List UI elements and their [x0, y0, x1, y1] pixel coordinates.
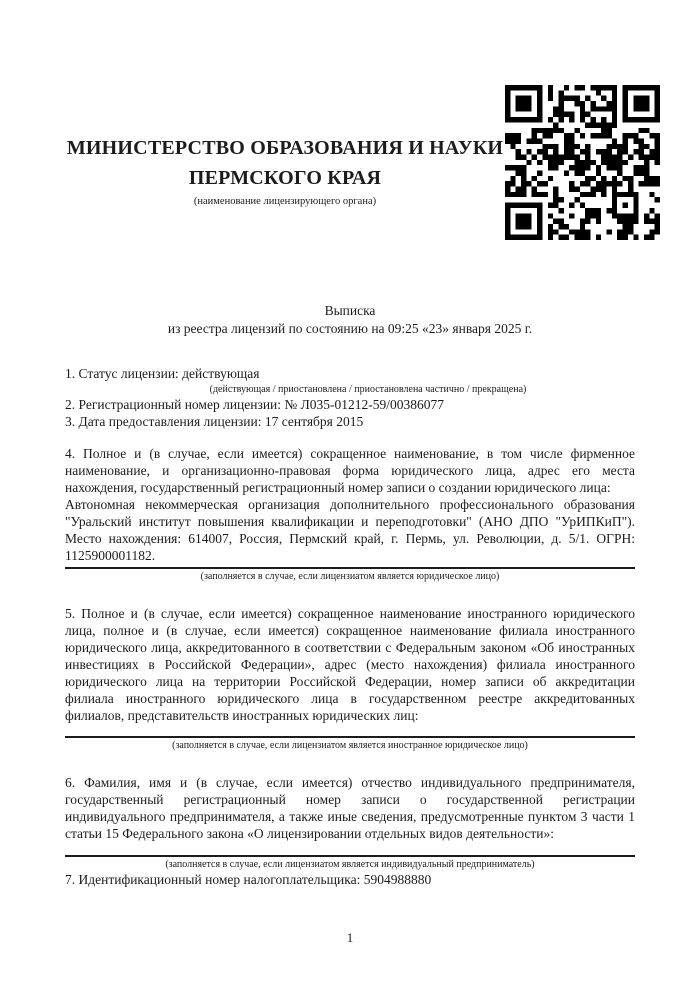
document-heading	[0, 302, 700, 338]
item-5-label: 5. Полное и (в случае, если имеется) сокращенное наименование иностранного юридического лица, полное и (в случае, если имеется) сокращенное наименование филиала иностранного юридического лица, аккредитованного в соответствии с Федеральным законом «Об иностранных инвестициях в Российской Федерации», адрес (место нахождения) филиала иностранного юридического лица на территории Российской Федерации, номер записи об аккредитации филиала иностранного юридического лица в государственном реестре аккредитованных филиалов, представительств иностранных юридических лиц:	[65, 606, 635, 723]
item-4-fill-line	[65, 567, 635, 569]
item-5-caption: (заполняется в случае, если лицензиатом является иностранное юридическое лицо)	[172, 740, 528, 751]
item-6-individual-entrepreneur	[65, 774, 635, 871]
item-4-legal-entity	[65, 445, 635, 583]
item-1-license-status: 1. Статус лицензии: действующая	[65, 366, 260, 381]
item-4-caption: (заполняется в случае, если лицензиатом является юридическое лицо)	[200, 571, 500, 582]
document-title: Выписка	[324, 303, 376, 318]
licensing-authority-caption: (наименование лицензирующего органа)	[193, 196, 377, 207]
item-5-foreign-entity	[65, 605, 635, 752]
item-3-license-date: 3. Дата предоставления лицензии: 17 сентября 2015	[65, 414, 364, 429]
item-7-taxpayer-id: 7. Идентификационный номер налогоплательщика: 5904988880	[65, 872, 432, 887]
license-items	[0, 365, 700, 888]
item-6-fill-line	[65, 855, 635, 857]
page-number: 1	[346, 930, 354, 945]
item-6-label: 6. Фамилия, имя и (в случае, если имеется) отчество индивидуального предпринимателя, государственный регистрационный номер записи о государственной регистрации индивидуального предпринимателя, а также иные сведения, предусмотренные пунктом 3 части 1 статьи 15 Федерального закона «О лицензировании отдельных видов деятельности»:	[65, 775, 635, 841]
item-4-value: Автономная некоммерческая организация дополнительного профессионального образования "Уральский институт повышения квалификации и переподготовки" (АНО ДПО "УрИПКиП"). Место нахождения: 614007, Россия, Пермский край, г. Пермь, ул. Революции, д. 5/1. ОГРН: 1125900001182.	[65, 497, 635, 563]
item-1-caption: (действующая / приостановлена / приостановлена частично / прекращена)	[209, 384, 527, 395]
item-6-caption: (заполняется в случае, если лицензиатом является индивидуальный предприниматель)	[165, 859, 535, 870]
qr-code-icon	[505, 85, 660, 240]
ministry-title-line2: ПЕРМСКОГО КРАЯ	[188, 167, 382, 189]
licensing-authority-block	[65, 85, 505, 207]
item-4-label: 4. Полное и (в случае, если имеется) сокращенное наименование, в том числе фирменное наименование, и организационно-правовая форма юридического лица, адрес его места нахождения, государственный регистрационный номер записи о создании юридического лица:	[65, 446, 635, 495]
document-subtitle: из реестра лицензий по состоянию на 09:25 «23» января 2025 г.	[167, 321, 533, 336]
item-5-fill-line	[65, 736, 635, 738]
item-2-registration-number: 2. Регистрационный номер лицензии: № Л035-01212-59/00386077	[65, 397, 445, 412]
document-header	[0, 0, 700, 240]
ministry-title-line1: МИНИСТЕРСТВО ОБРАЗОВАНИЯ И НАУКИ	[66, 137, 504, 159]
